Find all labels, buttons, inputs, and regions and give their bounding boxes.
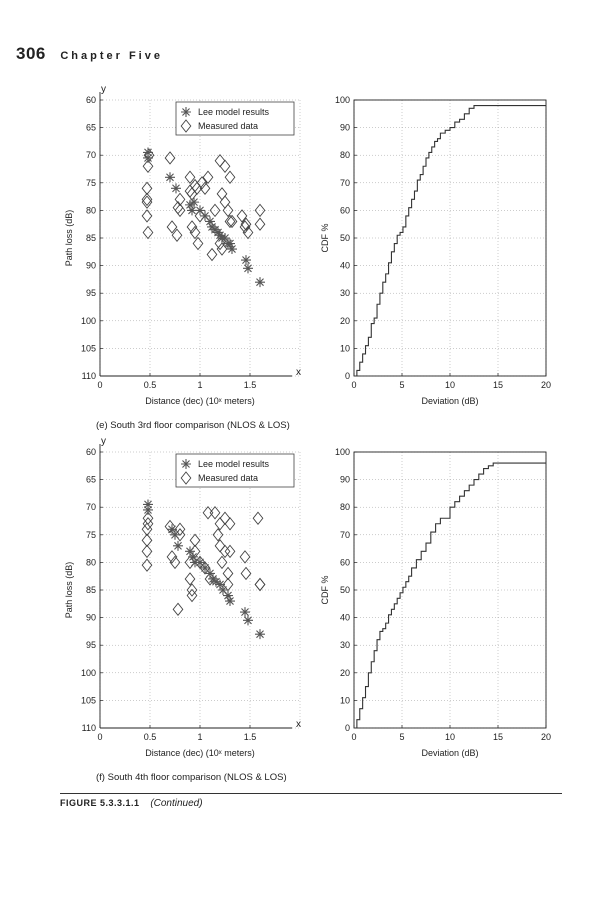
measured-data-point [220,196,230,208]
chart-1 [64,84,301,406]
legend-label: Lee model results [198,459,270,469]
x-tick-label: 0 [97,732,103,742]
y-tick-label: 50 [339,585,350,595]
lee-model-point [255,277,265,287]
x-axis-label: Deviation (dB) [421,748,479,758]
y-tick-label: 110 [81,371,96,381]
y-tick-label: 60 [339,557,350,568]
measured-data-point [215,540,225,552]
cdf-line [354,106,546,376]
x-tick-label: 15 [492,380,504,390]
x-axis-label: Deviation (dB) [421,396,479,406]
y-axis-name: y [101,84,106,95]
measured-data-point [217,556,227,568]
measured-data-point [217,243,227,255]
y-tick-label: 60 [339,205,350,216]
y-tick-label: 110 [81,723,96,733]
x-tick-label: 1 [197,732,203,742]
x-tick-label: 0 [351,732,357,742]
x-tick-label: 20 [540,732,552,742]
lee-model-point [181,107,191,117]
lee-model-point [143,153,153,163]
lee-model-point [189,197,199,207]
measured-data-point [217,188,227,200]
y-axis-label: Path loss (dB) [64,561,74,619]
x-tick-label: 0 [97,380,103,390]
measured-data-point [190,534,200,546]
y-tick-label: 40 [339,612,350,623]
y-tick-label: 100 [334,447,350,457]
y-tick-label: 60 [85,447,96,457]
measured-data-point [142,523,152,535]
y-axis-name: y [101,436,106,447]
y-tick-label: 50 [339,233,350,243]
lee-model-point [243,263,253,273]
measured-data-point [142,534,152,546]
measured-data-point [142,559,152,571]
y-tick-label: 100 [80,667,96,678]
x-tick-label: 5 [399,380,405,390]
y-tick-label: 100 [334,95,350,105]
measured-data-point [253,512,263,524]
chart-4 [320,447,551,758]
y-tick-label: 10 [339,695,350,706]
figure-caption [60,798,203,809]
y-tick-label: 30 [339,640,350,651]
y-tick-label: 65 [85,122,96,133]
measured-data-point [185,573,195,585]
measured-data-point [187,188,197,200]
measured-data-point [142,210,152,222]
page-number: 306 [16,44,46,63]
y-tick-label: 100 [80,315,96,326]
measured-data-point [220,512,230,524]
measured-data-point [225,518,235,530]
measured-data-point [142,182,152,194]
chart-2 [320,95,551,406]
lee-model-point [143,505,153,515]
measured-data-point [207,249,217,261]
y-tick-label: 20 [339,315,350,326]
y-tick-label: 80 [339,150,350,161]
y-tick-label: 105 [80,695,96,706]
measured-data-point [143,226,153,238]
legend-label: Measured data [198,473,259,483]
x-tick-label: 20 [540,380,552,390]
chapter-title: Chapter Five [60,50,163,62]
x-tick-label: 0 [351,380,357,390]
measured-data-point [175,204,185,216]
y-tick-label: 85 [85,585,96,595]
y-axis-label: CDF % [320,223,330,253]
lee-model-point [243,615,253,625]
y-tick-label: 85 [85,233,96,243]
x-tick-label: 10 [444,732,456,742]
lee-model-point [241,255,251,265]
chart-3 [64,436,301,758]
figure-label: FIGURE 5.3.3.1.1 [60,798,140,808]
lee-model-point [181,459,191,469]
y-tick-label: 75 [85,529,96,540]
x-axis-label: Distance (dec) (10ˣ meters) [145,396,255,406]
measured-data-point [237,210,247,222]
measured-data-point [223,567,233,579]
lee-model-point [173,541,183,551]
measured-data-point [255,578,265,590]
lee-model-point [225,596,235,606]
measured-data-point [203,171,213,183]
y-tick-label: 70 [85,502,96,513]
lee-model-point [255,629,265,639]
x-tick-label: 0.5 [143,732,157,742]
measured-data-point [203,507,213,519]
measured-data-point [142,545,152,557]
y-tick-label: 0 [344,723,350,733]
measured-data-point [255,578,265,590]
y-tick-label: 105 [80,343,96,354]
measured-data-point [220,160,230,172]
measured-data-point [215,518,225,530]
y-tick-label: 10 [339,343,350,354]
x-tick-label: 10 [444,380,456,390]
y-tick-label: 70 [85,150,96,161]
measured-data-point [210,507,220,519]
panel-caption: (e) South 3rd floor comparison (NLOS & LOS) [96,420,290,431]
y-tick-label: 95 [85,288,96,299]
x-axis-name: x [296,719,301,730]
x-axis-name: x [296,367,301,378]
legend-label: Lee model results [198,107,270,117]
y-tick-label: 75 [85,177,96,188]
y-tick-label: 90 [85,260,96,271]
measured-data-point [193,238,203,250]
x-tick-label: 15 [492,732,504,742]
y-tick-label: 70 [339,529,350,540]
legend-label: Measured data [198,121,259,131]
measured-data-point [215,155,225,167]
y-tick-label: 70 [339,177,350,188]
x-axis-label: Distance (dec) (10ˣ meters) [145,748,255,758]
measured-data-point [255,218,265,230]
lee-model-point [165,172,175,182]
y-tick-label: 60 [85,95,96,105]
y-tick-label: 20 [339,667,350,678]
measured-data-point [223,204,233,216]
y-tick-label: 65 [85,474,96,485]
y-tick-label: 80 [85,557,96,568]
y-tick-label: 90 [339,474,350,485]
x-tick-label: 1.5 [243,380,257,390]
x-tick-label: 0.5 [143,380,157,390]
lee-model-point [170,530,180,540]
x-tick-label: 1 [197,380,203,390]
measured-data-point [165,152,175,164]
lee-model-point [227,244,237,254]
y-tick-label: 30 [339,288,350,299]
y-tick-label: 90 [339,122,350,133]
figure-rule [60,793,562,794]
y-tick-label: 40 [339,260,350,271]
y-tick-label: 80 [85,205,96,216]
measured-data-point [240,551,250,563]
panel-caption: (f) South 4th floor comparison (NLOS & LOS) [96,772,287,783]
y-tick-label: 80 [339,502,350,513]
figure-note: (Continued) [150,798,203,809]
measured-data-point [241,567,251,579]
lee-model-point [171,183,181,193]
y-tick-label: 95 [85,640,96,651]
cdf-line [354,463,546,728]
measured-data-point [173,603,183,615]
y-axis-label: Path loss (dB) [64,209,74,267]
measured-data-point [225,171,235,183]
y-tick-label: 0 [344,371,350,381]
y-tick-label: 90 [85,612,96,623]
y-axis-label: CDF % [320,575,330,605]
x-tick-label: 5 [399,732,405,742]
x-tick-label: 1.5 [243,732,257,742]
